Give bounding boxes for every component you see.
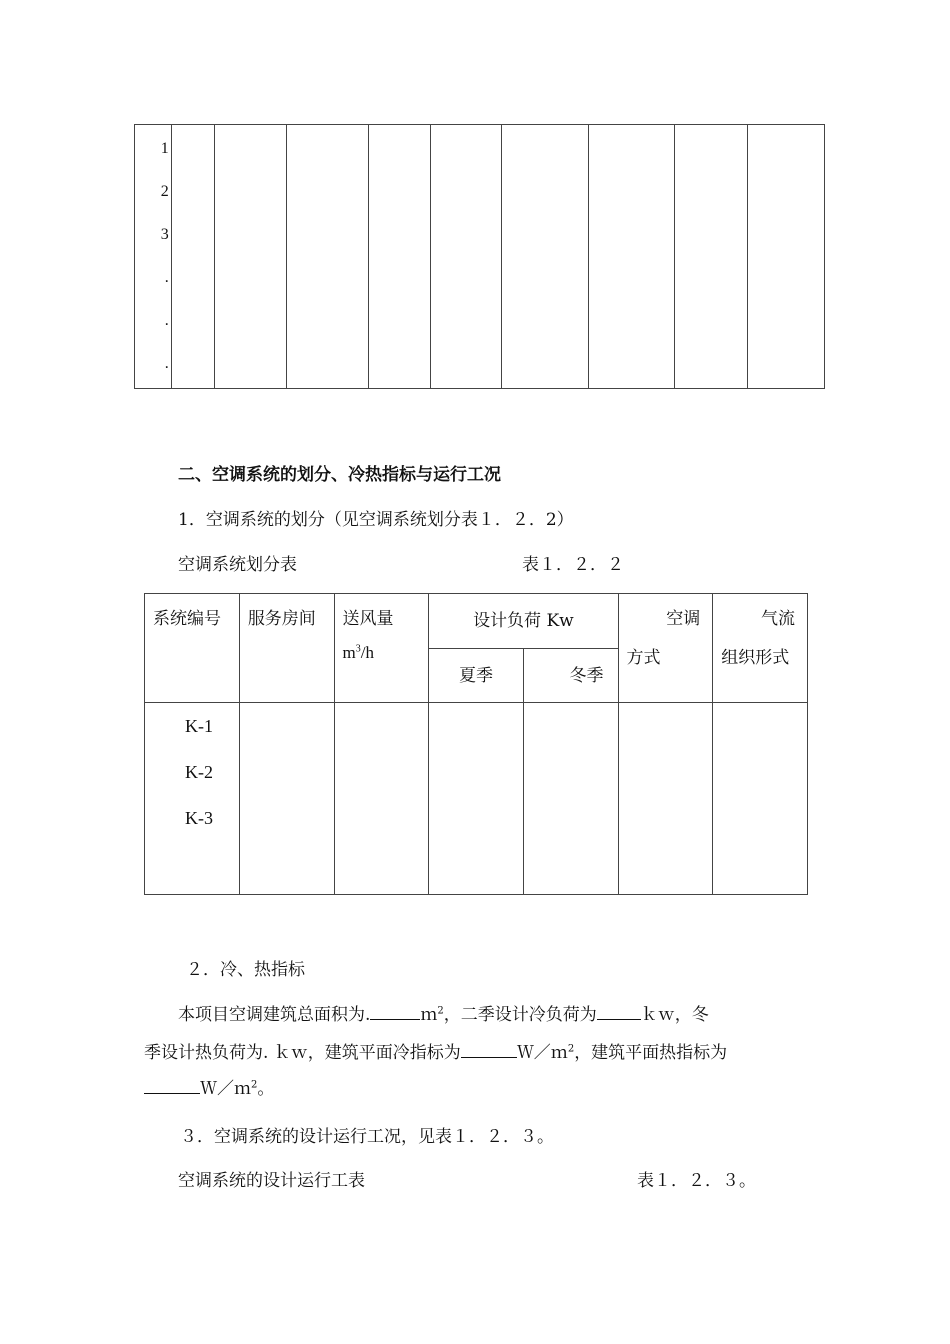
table-row: K-1 (185, 716, 213, 737)
header-system-no: 系统编号 (145, 594, 240, 703)
header-winter: 冬季 (523, 649, 618, 703)
header-summer: 夏季 (429, 649, 524, 703)
table-cell (713, 703, 808, 895)
header-airflow: 送风量 $m^3/h$ (334, 594, 429, 703)
header-airflow-organization: 气流 组织形式 (713, 594, 808, 703)
table-cell (430, 125, 501, 389)
section-heading: 二、空调系统的划分、冷热指标与运行工况 (178, 465, 501, 485)
header-design-load: 设计负荷 Kw (429, 594, 618, 649)
table-cell (429, 703, 524, 895)
table-cell (523, 703, 618, 895)
header-ac-mode: 空调 方式 (618, 594, 713, 703)
table-cell (502, 125, 588, 389)
table-cell (675, 125, 747, 389)
paragraph-line-2: 季设计热负荷为. ｋｗ，建筑平面冷指标为 Ｗ／ｍ$^2$，建筑平面热指标为 (144, 1043, 728, 1063)
paragraph-line-1: 本项目空调建筑总面积为. ｍ$^2$，二季设计冷负荷为 ｋｗ，冬 (178, 1005, 709, 1025)
row-marker: . (164, 312, 169, 329)
table-cell (369, 125, 431, 389)
row-marker: 3 (160, 226, 169, 243)
header-rooms: 服务房间 (239, 594, 334, 703)
system-division-table (144, 593, 808, 895)
row-marker: . (164, 269, 169, 286)
item-1-text: 1．空调系统的划分（见空调系统划分表１．２．2） (178, 510, 574, 530)
row-marker: 2 (160, 183, 169, 200)
table-cell (286, 125, 368, 389)
table-cell (239, 703, 334, 895)
blank-heating-index (144, 1077, 200, 1094)
table3-number: 表１．２．３。 (637, 1171, 756, 1191)
blank-cooling-index (461, 1041, 517, 1058)
item-3-text: ３．空调系统的设计运行工况，见表１．２．３。 (180, 1127, 554, 1147)
table-row: K-3 (185, 808, 213, 829)
table-cell (171, 125, 215, 389)
system-no-cell (145, 703, 240, 895)
top-table (134, 124, 825, 389)
table-caption: 空调系统划分表 (178, 555, 297, 575)
row-number-column (135, 125, 172, 389)
airflow-unit: $m^3/h$ (342, 643, 374, 662)
row-marker: 1 (160, 140, 169, 157)
table-row: K-2 (185, 762, 213, 783)
table-number: 表１．２．２ (522, 555, 624, 575)
table-cell (747, 125, 824, 389)
table3-caption: 空调系统的设计运行工表 (178, 1171, 365, 1191)
blank-cooling-load (597, 1003, 641, 1020)
table-cell (618, 703, 713, 895)
table-cell (334, 703, 429, 895)
row-marker: . (164, 355, 169, 372)
paragraph-line-3: Ｗ／ｍ$^2$。 (144, 1074, 274, 1099)
table-cell (588, 125, 674, 389)
blank-area (370, 1003, 420, 1020)
item-2-text: ２．冷、热指标 (186, 960, 305, 980)
table-cell (215, 125, 286, 389)
